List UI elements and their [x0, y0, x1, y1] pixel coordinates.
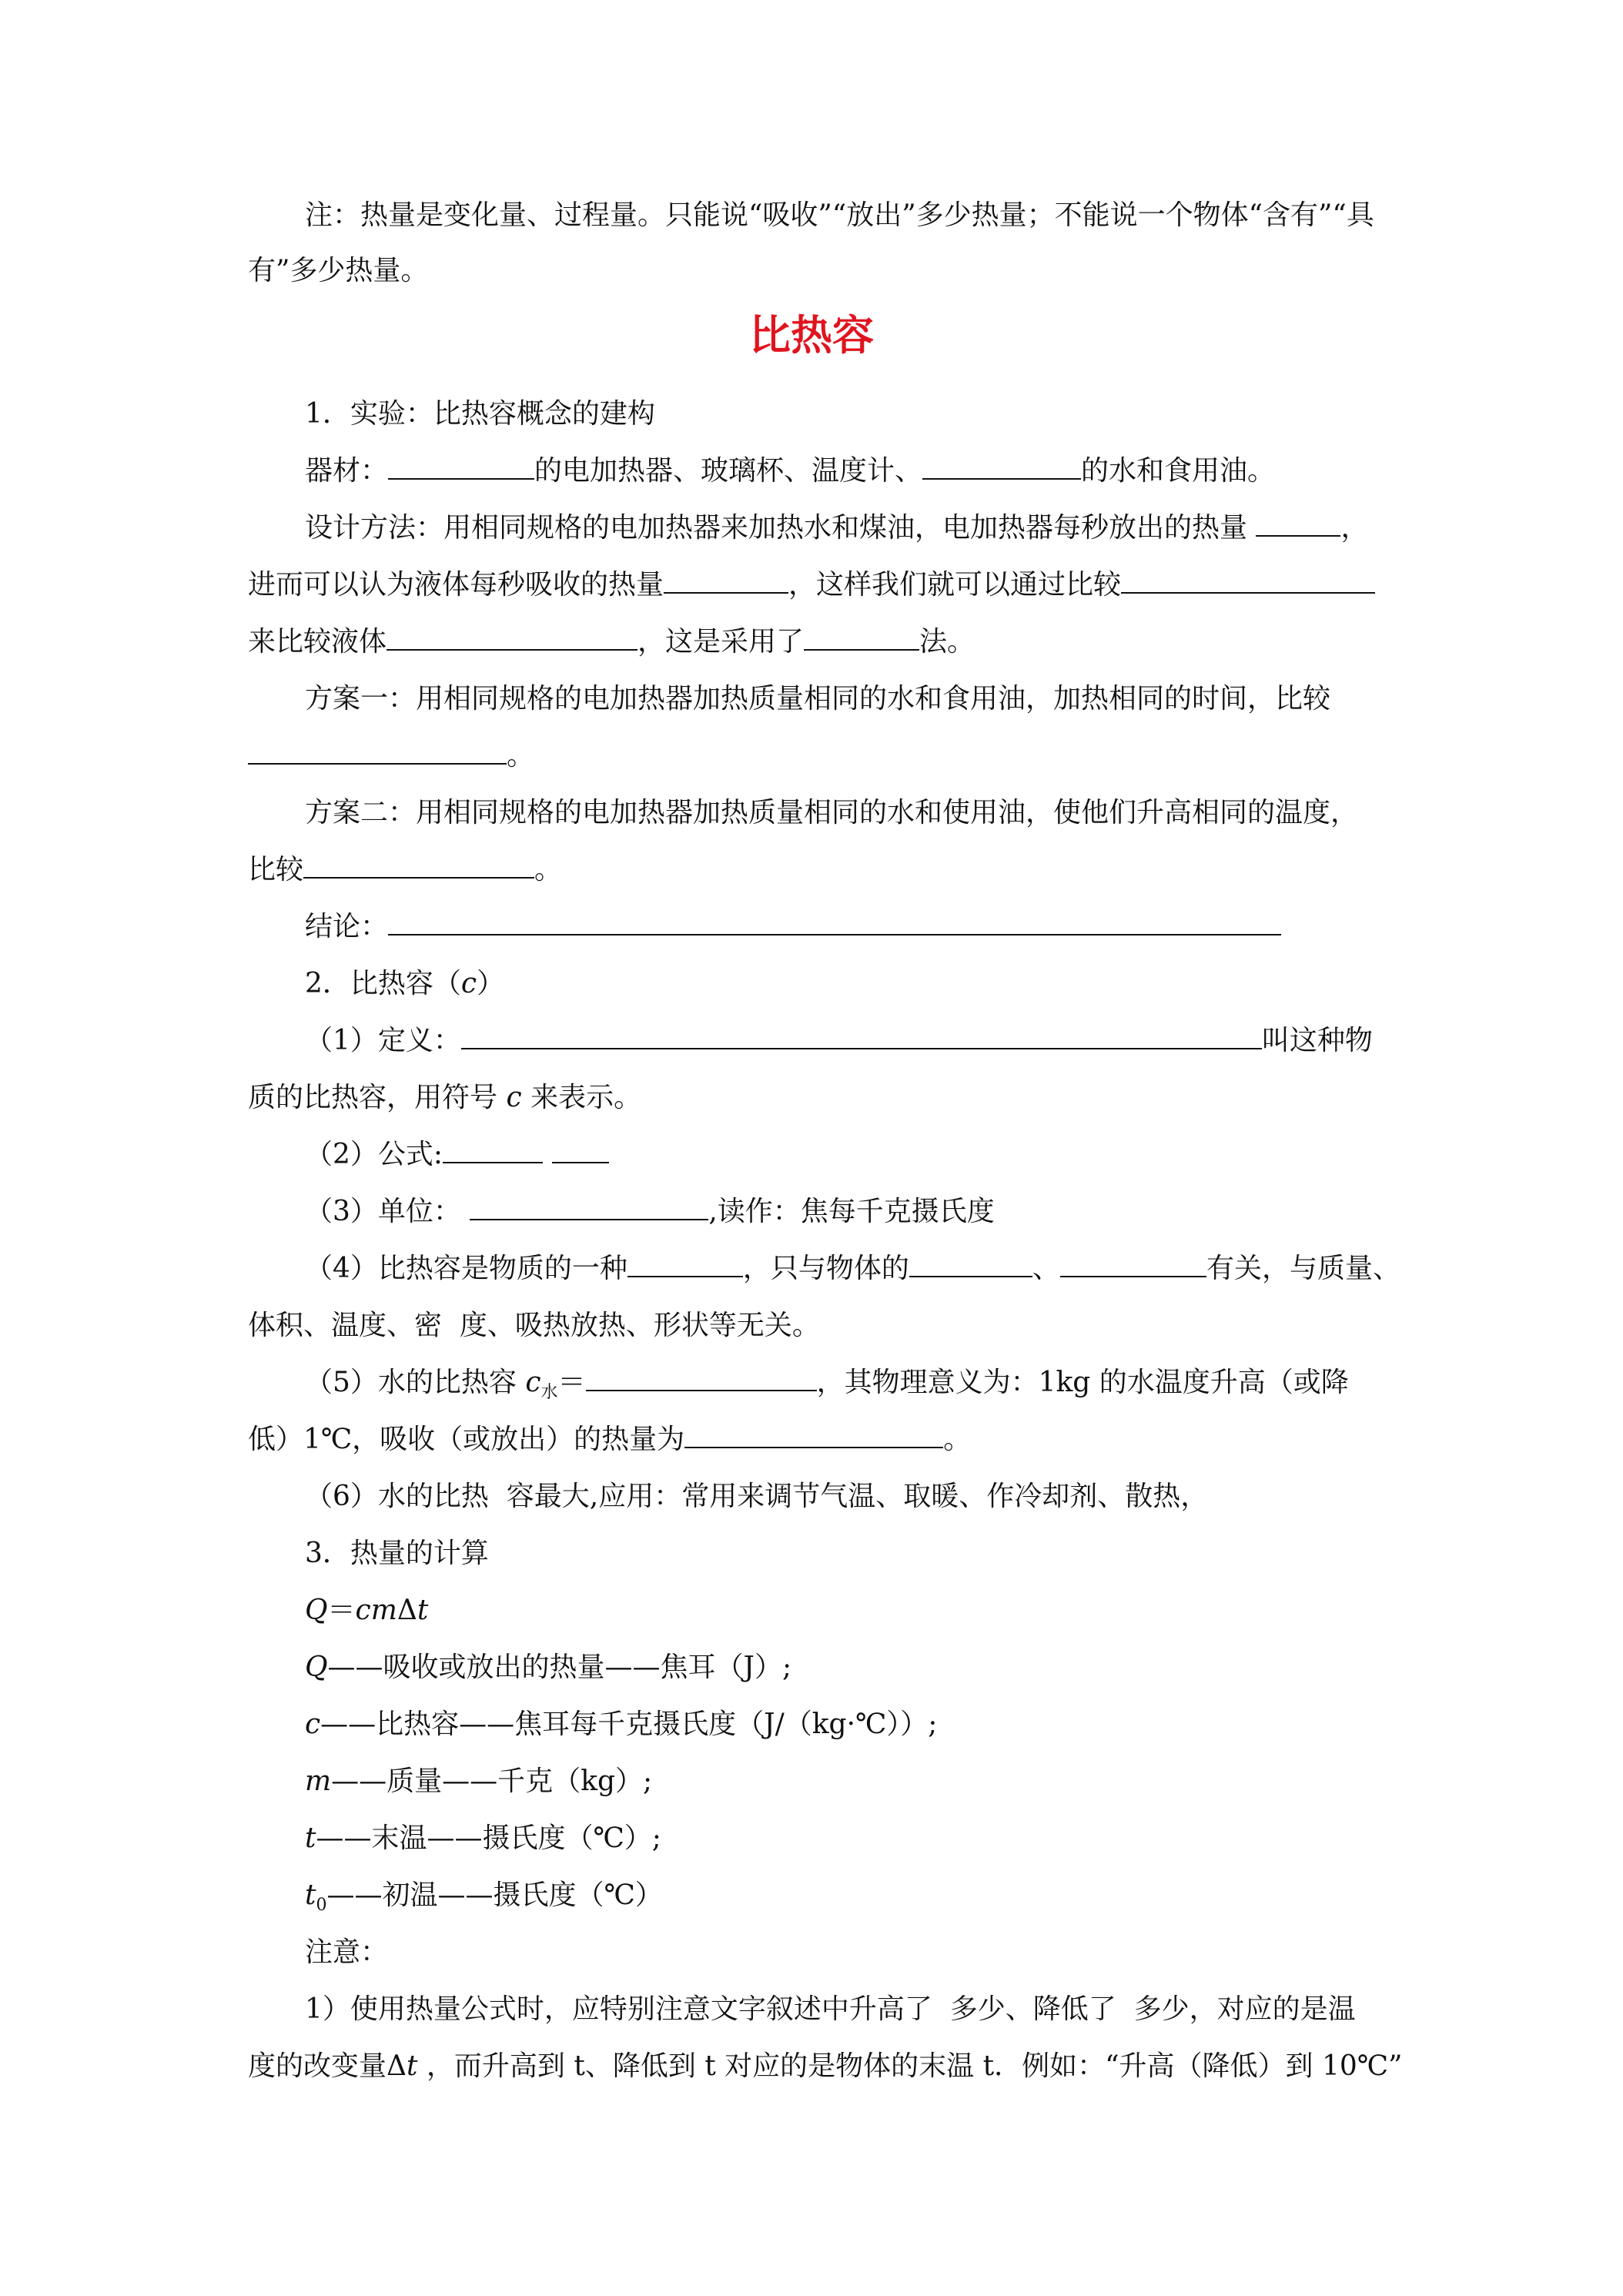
blank-field: [388, 452, 534, 480]
symbol-t0-line: $t_0——$初温——摄氏度（℃）: [305, 1879, 663, 1916]
conclusion-line: 结论：: [305, 907, 1281, 947]
plan1-line-2: 。: [248, 736, 534, 776]
blank-field: [461, 1022, 1262, 1049]
note-line-2: 有”多少热量。: [248, 255, 429, 286]
note1-line-1: 1）使用热量公式时，应特别注意文字叙述中升高了 多少、降低了 多少，对应的是温: [305, 1993, 1356, 2025]
blank-field: [387, 623, 637, 651]
symbol-c-line: c——比热容——焦耳每千克摄氏度（J/（kg·℃））;: [305, 1709, 938, 1740]
blank-field: [586, 1364, 817, 1391]
symbol-m-line: m——质量——千克（kg）;: [305, 1766, 653, 1797]
property-line-1: （4）比热容是物质的一种 ，只与物体的 、 有关，与质量、: [305, 1249, 1400, 1289]
application-line: （6）水的比热 容最大,应用：常用来调节气温、取暖、作冷却剂、散热，: [305, 1481, 1209, 1512]
blank-field: [248, 737, 507, 765]
note-line-1: 注：热量是变化量、过程量。只能说“吸收”“放出”多少热量；不能说一个物体“含有”“具: [305, 199, 1374, 231]
formula-line: （2）公式:: [305, 1135, 609, 1175]
section3-heading: 3．热量的计算: [305, 1538, 489, 1569]
blank-field: [443, 1136, 543, 1163]
note-heading: 注意：: [305, 1936, 389, 1968]
blank-field: [909, 1250, 1032, 1277]
plan2-line-1: 方案二：用相同规格的电加热器加热质量相同的水和使用油，使他们升高相同的温度，: [305, 797, 1359, 828]
unit-line: （3）单位： ,读作：焦每千克摄氏度: [305, 1192, 995, 1232]
design-line-3: 来比较液体 ，这是采用了 法。: [248, 622, 975, 662]
blank-field: [1060, 1250, 1206, 1277]
blank-field: [804, 623, 919, 651]
blank-field: [470, 1193, 708, 1220]
definition-line-1: （1）定义： 叫这种物: [305, 1021, 1373, 1061]
blank-field: [664, 566, 788, 594]
plan1-line-1: 方案一：用相同规格的电加热器加热质量相同的水和食用油，加热相同的时间，比较: [305, 683, 1331, 715]
water-line-2: 低）1℃，吸收（或放出）的热量为 。: [248, 1420, 971, 1460]
definition-line-2: 质的比热容，用符号 c 来表示。: [248, 1082, 642, 1113]
blank-field: [627, 1250, 743, 1277]
property-line-2: 体积、温度、密 度、吸热放热、形状等无关。: [248, 1310, 820, 1341]
blank-field: [1256, 509, 1340, 537]
blank-field: [684, 1421, 943, 1448]
blank-field: [922, 452, 1081, 480]
blank-field: [303, 851, 534, 879]
equipment-line: 器材： 的电加热器、玻璃杯、温度计、 的水和食用油。: [305, 451, 1275, 491]
design-line-2: 进而可以认为液体每秒吸收的热量 ，这样我们就可以通过比较: [248, 565, 1375, 605]
note1-line-2: 度的改变量Δt ，而升高到 t、降低到 t 对应的是物体的末温 t．例如：“升高（降低）到 10℃”: [248, 2050, 1403, 2082]
symbol-q-line: Q——吸收或放出的热量——焦耳（J）;: [305, 1652, 792, 1683]
symbol-t-line: t——末温——摄氏度（℃）;: [305, 1822, 661, 1854]
blank-field: [388, 908, 1281, 935]
section1-heading: 1．实验：比热容概念的建构: [305, 398, 655, 430]
section2-heading: 2．比热容（c）: [305, 968, 505, 999]
design-line-1: 设计方法：用相同规格的电加热器来加热水和煤油，电加热器每秒放出的热量 ，: [305, 508, 1368, 548]
water-line-1: （5）水的比热容 $c_水=$ ，其物理意义为：1kg 的水温度升高（或降: [305, 1363, 1349, 1413]
plan2-line-2: 比较 。: [248, 850, 562, 890]
page-title: 比热容: [749, 310, 874, 360]
blank-field: [1121, 566, 1375, 594]
heat-equation: Q＝cmΔt: [305, 1595, 429, 1626]
blank-field: [552, 1136, 609, 1163]
